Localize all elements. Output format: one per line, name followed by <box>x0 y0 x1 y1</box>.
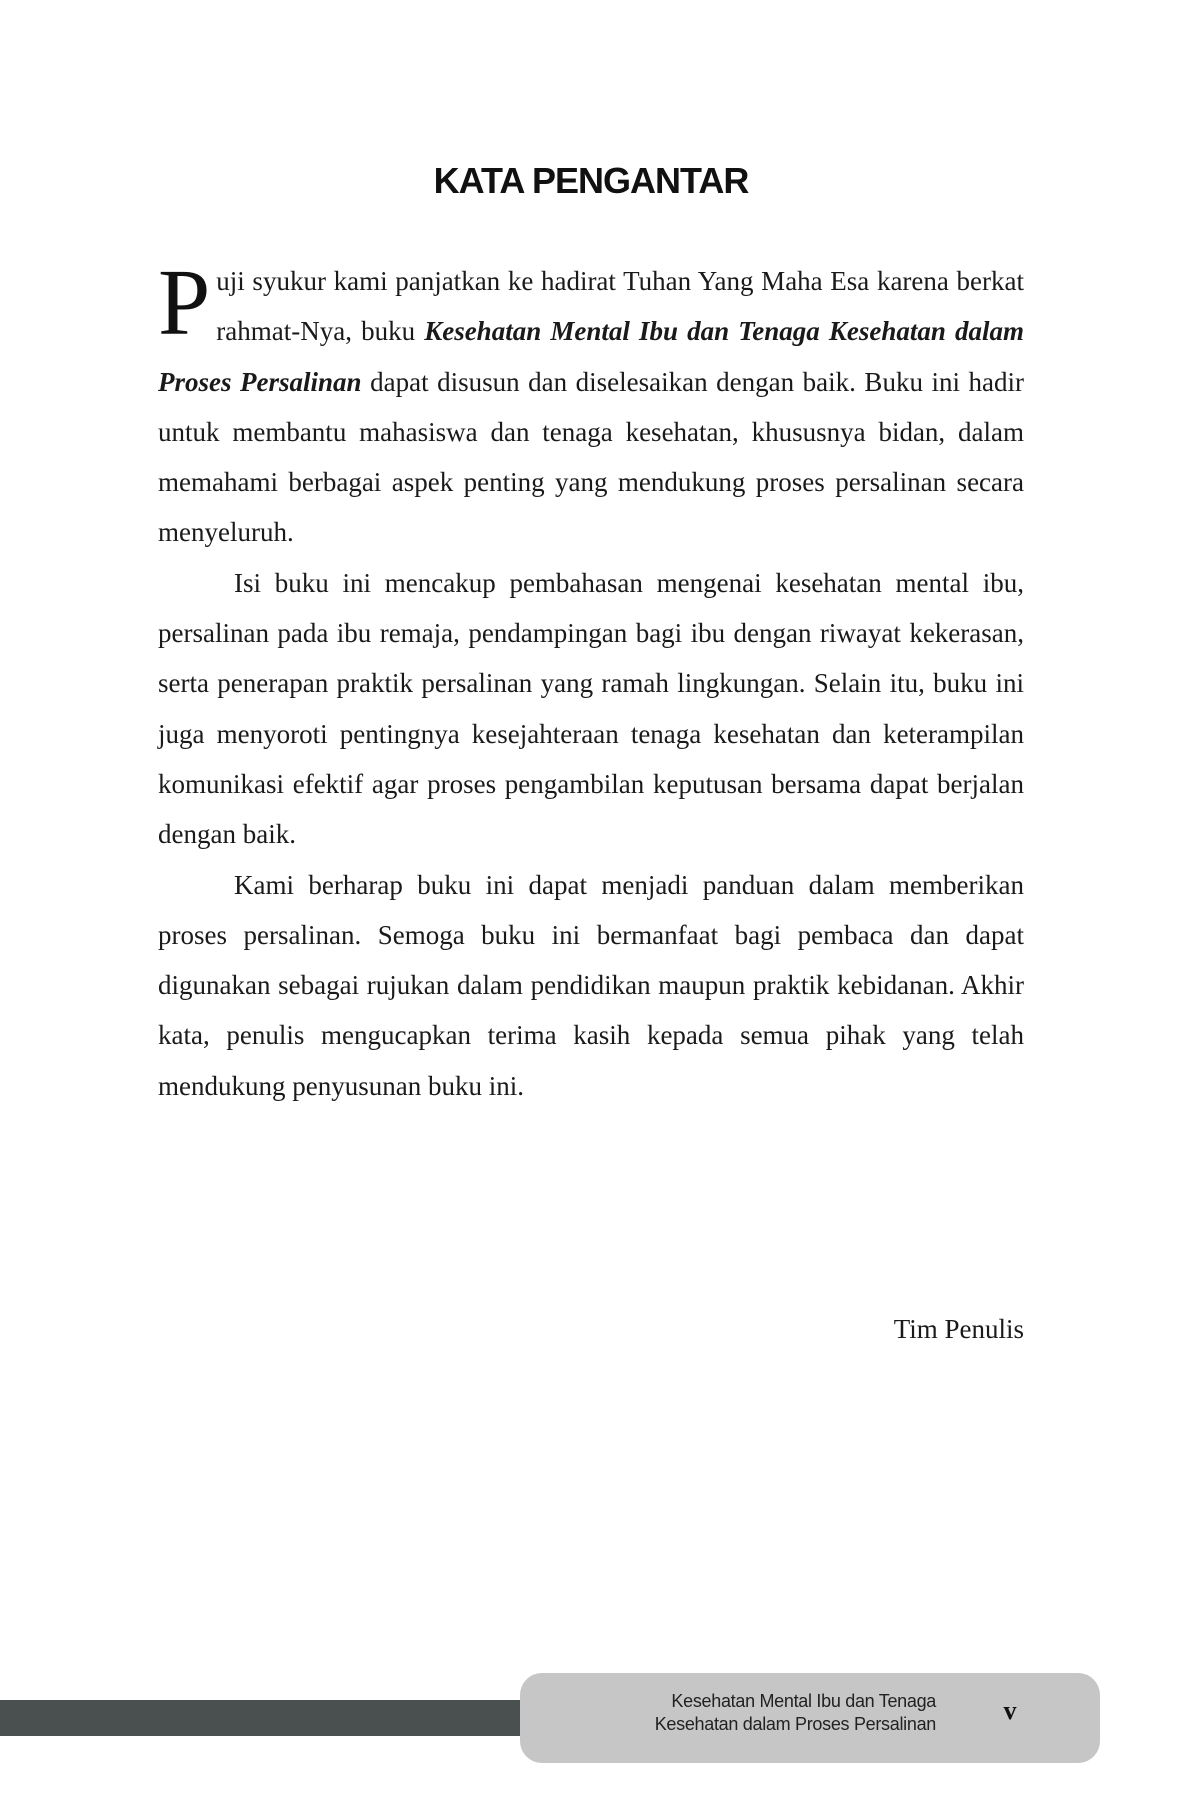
footer-bar <box>0 1700 540 1736</box>
paragraph-1-text-after: dapat disusun dan diselesaikan dengan baik. Buku ini hadir untuk membantu mahasiswa dan tenaga kesehatan, khususnya bidan, dalam memahami berbagai aspek penting yang mendukung proses persalinan secara menyeluruh. <box>158 366 1024 548</box>
paragraph-1-text-before: uji syukur kami panjatkan ke hadirat Tuhan Yang Maha Esa karena berkat rahmat-Nya, buku <box>216 266 1024 347</box>
paragraph-2: Isi buku ini mencakup pembahasan mengenai kesehatan mental ibu, persalinan pada ibu remaja, pendampingan bagi ibu dengan riwayat kekerasan, serta penerapan praktik persalinan yang ramah lingkungan. Selain itu, buku ini juga menyoroti pentingnya kesejahteraan tenaga kesehatan dan keterampilan komunikasi efektif agar proses pengambilan keputusan bersama dapat berjalan dengan baik. <box>158 567 1024 850</box>
footer-title-line-2: Kesehatan dalam Proses Persalinan <box>654 1714 936 1734</box>
body-text <box>158 251 1024 1111</box>
page-number: v <box>1003 1696 1017 1725</box>
book-title-emphasis: Kesehatan Mental Ibu dan Tenaga Kesehatan dalam Proses Persalinan <box>158 316 1024 397</box>
page-title: KATA PENGANTAR <box>433 160 749 201</box>
paragraph-1 <box>158 251 1024 558</box>
paragraph-3: Kami berharap buku ini dapat menjadi panduan dalam memberikan proses persalinan. Semoga buku ini bermanfaat bagi pembaca dan dapat digunakan sebagai rujukan dalam pendidikan maupun praktik kebidanan. Akhir kata, penulis mengucapkan terima kasih kepada semua pihak yang telah mendukung penyusunan buku ini. <box>158 869 1024 1101</box>
footer-title-line-1: Kesehatan Mental Ibu dan Tenaga <box>671 1691 936 1711</box>
drop-cap: P <box>158 251 211 355</box>
signature: Tim Penulis <box>893 1314 1024 1344</box>
footer-book-title <box>560 1690 936 1736</box>
